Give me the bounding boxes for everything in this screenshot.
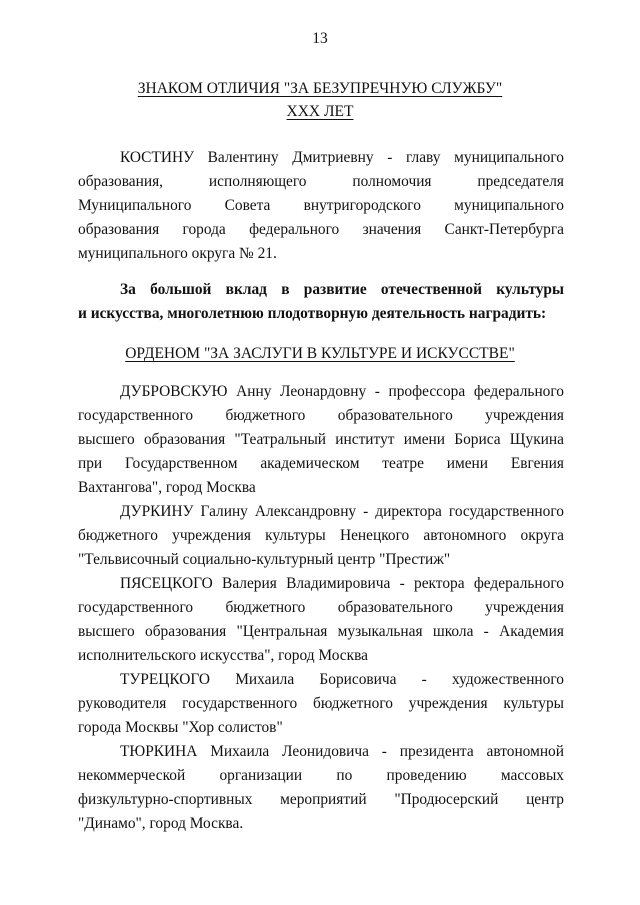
entry-line: города Москвы "Хор солистов" [78, 719, 283, 736]
award-entry-turetsky [78, 668, 564, 740]
award-entry-durkina [78, 500, 564, 572]
entry-line: государственного бюджетного образовательного учреждения [78, 407, 564, 424]
award-entries-list [78, 380, 564, 836]
entry-line: КОСТИНУ Валентину Дмитриевну - главу муниципального [120, 149, 564, 166]
decree-text [78, 278, 564, 326]
entry-line: ТУРЕЦКОГО Михаила Борисовича - художественного [120, 671, 564, 688]
entry-line: ПЯСЕЦКОГО Валерия Владимировича - ректора федерального [120, 575, 564, 592]
decree-line: и искусства, многолетнюю плодотворную деятельность наградить: [78, 305, 547, 322]
entry-line: "Тельвисочный социально-культурный центр "Престиж" [78, 551, 451, 568]
award-entry-kostina [78, 146, 564, 266]
award-entry-tyurkin [78, 740, 564, 836]
entry-line: государственного бюджетного образовательного учреждения [78, 599, 564, 616]
decree-line: За большой вклад в развитие отечественной культуры [120, 281, 564, 298]
entry-line: ДУБРОВСКУЮ Анну Леонардовну - профессора федерального [120, 383, 564, 400]
page-number: 13 [312, 30, 328, 47]
entry-line: Вахтангова", город Москва [78, 479, 256, 496]
section1-heading-line2: XXX ЛЕТ [286, 103, 354, 120]
entry-line: при Государственном академическом театре имени Евгения [78, 455, 564, 472]
entry-line: муниципального округа № 21. [78, 245, 277, 262]
entry-line: высшего образования "Театральный институт имени Бориса Щукина [78, 431, 564, 448]
entry-line: исполнительского искусства", город Москва [78, 647, 369, 664]
entry-line: бюджетного учреждения культуры Ненецкого автономного округа [78, 527, 564, 544]
entry-line: Муниципального Совета внутригородского муниципального [78, 197, 564, 214]
entry-line: образования города федерального значения Санкт-Петербурга [78, 221, 564, 238]
entry-line: ДУРКИНУ Галину Александровну - директора государственного [120, 503, 564, 520]
section2-heading: ОРДЕНОМ "ЗА ЗАСЛУГИ В КУЛЬТУРЕ И ИСКУССТВЕ" [125, 345, 515, 362]
entry-line: некоммерческой организации по проведению массовых [78, 767, 564, 784]
entry-line: руководителя государственного бюджетного учреждения культуры [78, 695, 564, 712]
award-entry-dubrovskaya [78, 380, 564, 500]
entry-line: образования, исполняющего полномочия председателя [78, 173, 564, 190]
award-entry-pyasetsky [78, 572, 564, 668]
entry-line: "Динамо", город Москва. [78, 815, 244, 832]
entry-line: высшего образования "Центральная музыкальная школа - Академия [78, 623, 564, 640]
entry-line: ТЮРКИНА Михаила Леонидовича - президента автономной [120, 743, 564, 760]
entry-line: физкультурно-спортивных мероприятий "Продюсерский центр [78, 791, 564, 808]
section1-heading-line1: ЗНАКОМ ОТЛИЧИЯ "ЗА БЕЗУПРЕЧНУЮ СЛУЖБУ" [137, 80, 503, 97]
